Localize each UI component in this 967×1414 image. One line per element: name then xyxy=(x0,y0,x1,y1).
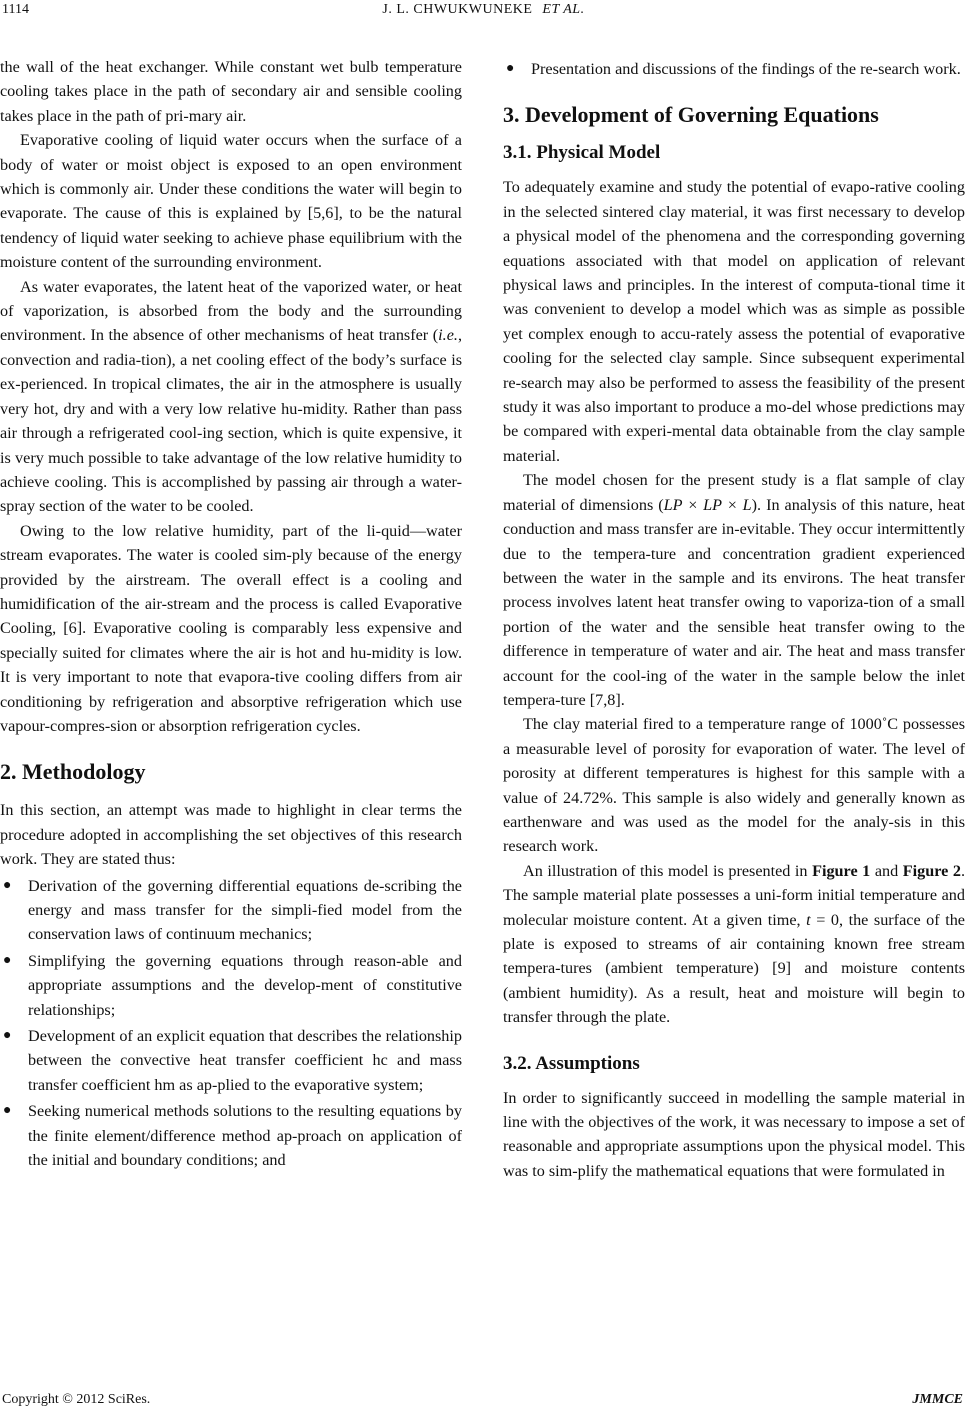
list-item-text: Simplifying the governing equations through reason-able and appropriate assumptions and the develop-ment of constitutive relationships; xyxy=(28,951,462,1019)
paragraph: Owing to the low relative humidity, part of the li-quid—water stream evaporates. The water is cooled sim-ply because of the energy provided by the airstream. The overall effect is a cooling and humidification of the air-stream and the process is called Evaporative Cooling, [6]. Evaporative cooling is comparably less expensive and specially suited for climates where the air is hot and hu-midity is low. It is very important to note that evapora-tive cooling differs from air conditioning by refrigeration and absorptive refrigeration which use vapour-compres-sion or absorption refrigeration cycles. xyxy=(0,521,462,735)
running-head-authors: J. L. CHWUKWUNEKE xyxy=(382,2,533,17)
text-run: ). In analysis of this nature, heat conduction and mass transfer are in-evitable. They occur intermittently due to the tempera-ture and concentration gradient experienced between the water in the sample and its environs. The heat transfer process involves latent heat transfer owing to vaporiza-tion of a small portion of the water and the sensible heat transfer owing to the difference in temperature of water and air. The heat and mass transfer account for the cool-ing of the water in the sample below the inlet tempera-ture [7,8]. xyxy=(503,495,965,709)
list-item xyxy=(0,949,462,1022)
running-head-et-al: ET AL. xyxy=(542,2,585,17)
left-column xyxy=(0,55,462,1174)
list-item-text: Presentation and discussions of the findings of the re-search work. xyxy=(531,60,961,78)
text-run: The model chosen for the present study is a flat sample of clay material of dimensions ( xyxy=(503,471,965,514)
right-column xyxy=(503,55,965,1183)
paragraph: The clay material fired to a temperature range of 1000˚C possesses a measurable level of porosity for evaporation of water. The level of porosity at different temperatures is highest for this sample with a value of 24.72%. This sample is also widely and generally known as earthenware and was used as the model for the analy-sis in this research work. xyxy=(503,715,965,856)
list-item xyxy=(0,874,462,947)
text-run: , convection and radia-tion), a net cooling effect of the body’s surface is ex-perienced. In tropical climates, the air in the atmosphere is usually very hot, dry and with a very low relative hu-midity. Rather than pass air through a refrigerated cool-ing section, which is quite expensive, it is very much possible to take advantage of the low relative humidity to achieve cooling. This is accomplished by passing air through a water-spray section of the water to be cooled. xyxy=(0,326,462,516)
list-item-text: Seeking numerical methods solutions to the resulting equations by the finite element/difference method ap-proach on application of the initial and boundary conditions; and xyxy=(28,1102,462,1170)
subsection-heading-physical-model: 3.1. Physical Model xyxy=(503,142,661,164)
section-heading-methodology: 2. Methodology xyxy=(0,759,146,785)
text-run-italic: i.e. xyxy=(438,326,458,345)
section-heading-governing-equations: 3. Development of Governing Equations xyxy=(503,102,879,128)
running-head xyxy=(0,2,967,18)
text-run: and xyxy=(870,861,903,880)
page-number: 1114 xyxy=(2,2,29,17)
paragraph: the wall of the heat exchanger. While constant wet bulb temperature cooling takes place in the path of secondary air and sensible cooling takes place in the path of pri-mary air. xyxy=(0,58,462,125)
list-item xyxy=(0,1024,462,1097)
figure-reference: Figure 1 xyxy=(812,861,871,880)
bullet-icon: ● xyxy=(3,1103,12,1119)
text-run: . The sample material plate possesses a uni-form initial temperature and molecular moisture content. At a given time, xyxy=(503,861,966,929)
figure-reference: Figure 2 xyxy=(902,861,961,880)
list-item-text: Derivation of the governing differential equations de-scribing the energy and mass transfer for the simpli-fied model from the conservation laws of continuum mechanics; xyxy=(28,876,462,944)
paragraph: In this section, an attempt was made to highlight in clear terms the procedure adopted in accomplishing the set objectives of this research work. They are stated thus: xyxy=(0,801,462,869)
text-run-italic: LP × LP × L xyxy=(663,495,752,514)
journal-name: JMMCE xyxy=(912,1392,963,1407)
text-run-italic: t xyxy=(806,910,811,929)
bullet-icon: ● xyxy=(3,877,12,893)
objectives-list xyxy=(0,874,462,1173)
copyright-notice: Copyright © 2012 SciRes. xyxy=(2,1392,151,1407)
paragraph: In order to significantly succeed in modelling the sample material in line with the objectives of the work, it was necessary to impose a set of reasonable and appropriate assumptions upon the physical model. This was to sim-plify the mathematical equations that were formulated in xyxy=(503,1088,965,1180)
objectives-list-continued xyxy=(503,57,965,81)
paragraph xyxy=(503,468,965,712)
list-item xyxy=(0,1099,462,1172)
page-header xyxy=(0,0,967,36)
bullet-icon: ● xyxy=(506,61,515,76)
list-item xyxy=(503,57,965,81)
paragraph: To adequately examine and study the potential of evapo-rative cooling in the selected sintered clay material, it was first necessary to develop a physical model of the phenomena and the corresponding governing equations associated with that model on application of relevant physical laws and principles. In the interest of computa-tional time it was convenient to develop a model which was as simple as possible yet complex enough to accu-rately assess the potential of evaporative cooling for the selected clay sample. Since subsequent experimental re-search may also be performed to assess the feasibility of the present study it was also important to produce a mo-del whose predictions may be compared with experi-mental data obtainable from the clay sample material. xyxy=(503,178,965,465)
text-run: = 0, the surface of the plate is exposed to streams of air containing known free stream tempera-tures (ambient temperature) [9] and moisture contents (ambient humidity). As a result, heat and moisture will begin to transfer through the plate. xyxy=(503,910,965,1027)
paragraph: Evaporative cooling of liquid water occurs when the surface of a body of water or moist object is exposed to an open environment which is commonly air. Under these conditions the water will begin to evaporate. The cause of this is explained by [5,6], to be the natural tendency of liquid water seeking to achieve phase equilibrium with the moisture content of the surrounding environment. xyxy=(0,131,462,272)
paragraph xyxy=(503,859,965,1030)
text-run: As water evaporates, the latent heat of the vaporized water, or heat of vaporization, is absorbed from the body and the surrounding environment. In the absence of other mechanisms of heat transfer ( xyxy=(0,277,462,345)
subsection-heading-assumptions: 3.2. Assumptions xyxy=(503,1052,640,1074)
bullet-icon: ● xyxy=(3,952,12,968)
paragraph xyxy=(0,275,462,519)
bullet-icon: ● xyxy=(3,1028,12,1044)
text-run: An illustration of this model is presented in xyxy=(523,861,813,880)
list-item-text: Development of an explicit equation that describes the relationship between the convective heat transfer coefficient hc and mass transfer coefficient hm as ap-plied to the evaporative system; xyxy=(28,1027,462,1094)
